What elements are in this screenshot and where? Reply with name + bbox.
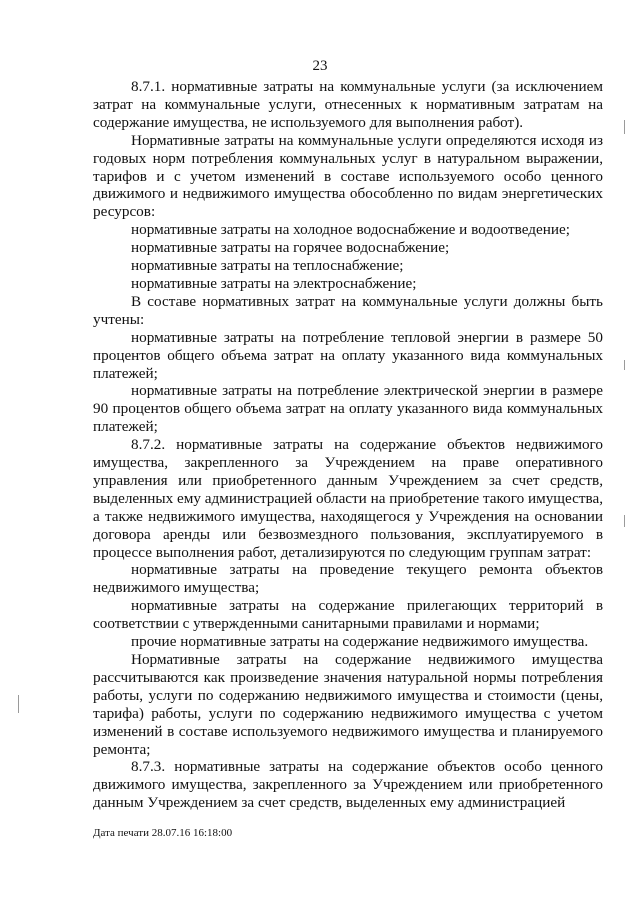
print-date: Дата печати 28.07.16 16:18:00 (93, 827, 233, 839)
scan-edge-mark (18, 695, 19, 713)
list-item-adjacent-territories: нормативные затраты на содержание прилегающих территорий в соответствии с утвержденными санитарными правилами и нормами; (93, 597, 603, 633)
list-item-current-repair: нормативные затраты на проведение текущего ремонта объектов недвижимого имущества; (93, 561, 603, 597)
scan-edge-mark (624, 360, 625, 370)
paragraph-utilities-included: В составе нормативных затрат на коммунальные услуги должны быть учтены: (93, 292, 603, 328)
list-item-heating: нормативные затраты на теплоснабжение; (131, 257, 404, 275)
list-item-other-costs: прочие нормативные затраты на содержание недвижимого имущества. (131, 633, 589, 651)
scan-edge-mark (624, 120, 625, 134)
paragraph-8-7-3: 8.7.3. нормативные затраты на содержание объектов особо ценного движимого имущества, закрепленного за Учреждением или приобретенного данным Учреждением за счет средств, выделенных ему администрацией (93, 758, 603, 812)
page-number: 23 (312, 58, 328, 74)
paragraph-8-7-2: 8.7.2. нормативные затраты на содержание объектов недвижимого имущества, закрепленного за Учреждением на праве оперативного управления или приобретенного данным Учреждением за счет средств, выделенных ему администрацией области на приобретение такого имущества, а также недвижимого имущества, находящегося у Учреждения на основании договора аренды или безвозмездного пользования, эксплуатируемого в процессе выполнения работ, детализируются по следующим группам затрат: (93, 436, 603, 561)
paragraph-real-estate-calculation: Нормативные затраты на содержание недвижимого имущества рассчитываются как произведение значения натуральной нормы потребления работы, услуги по содержанию недвижимого имущества и стоимости (цены, тарифа) работы, услуги по содержанию недвижимого имущества с учетом изменений в составе используемого недвижимого имущества и планируемого ремонта; (93, 651, 603, 758)
scan-edge-mark (624, 515, 625, 527)
list-item-electricity: нормативные затраты на электроснабжение; (131, 274, 417, 292)
list-item-thermal-energy: нормативные затраты на потребление тепловой энергии в размере 50 процентов общего объема затрат на оплату указанного вида коммунальных платежей; (93, 328, 603, 382)
paragraph-utilities-definition: Нормативные затраты на коммунальные услуги определяются исходя из годовых норм потребления коммунальных услуг в натуральном выражении, тарифов и с учетом изменений в составе используемого особо ценного движимого и недвижимого имущества обособленно по видам энергетических ресурсов: (93, 131, 603, 221)
list-item-electric-energy: нормативные затраты на потребление электрической энергии в размере 90 процентов общего объема затрат на оплату указанного вида коммунальных платежей; (93, 382, 603, 436)
list-item-cold-water: нормативные затраты на холодное водоснабжение и водоотведение; (131, 221, 570, 239)
list-item-hot-water: нормативные затраты на горячее водоснабжение; (131, 239, 450, 257)
paragraph-8-7-1: 8.7.1. нормативные затраты на коммунальные услуги (за исключением затрат на коммунальные услуги, отнесенных к нормативным затратам на содержание имущества, не используемого для выполнения работ). (93, 78, 603, 131)
document-body (93, 78, 603, 812)
